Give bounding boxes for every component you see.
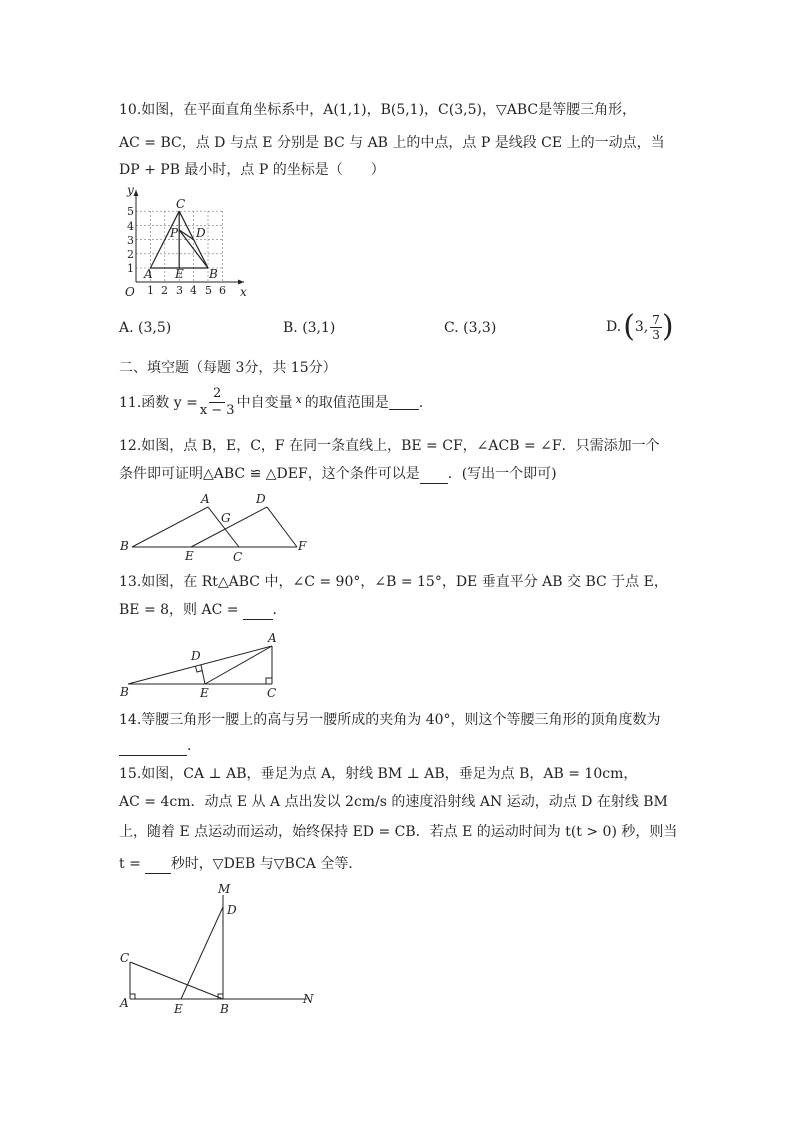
q10-x-tick-1: 1 (147, 284, 154, 297)
q15-line-4 (119, 854, 362, 874)
q12-label-c: C (233, 550, 243, 564)
section-2-heading: 二、填空题（每题 3分，共 15分） (119, 360, 337, 376)
q10-x-tick-2: 2 (161, 284, 168, 297)
q10-point-e: E (175, 267, 184, 281)
q13-line-2 (119, 600, 287, 620)
q13-figure (115, 626, 285, 701)
q15-label-b: B (220, 1002, 229, 1016)
q10-x-tick-3: 3 (176, 284, 183, 297)
q13-label-c: C (267, 686, 277, 700)
q11-denominator: x − 3 (199, 403, 235, 418)
q12-line-2 (119, 464, 557, 484)
q10-option-d-prefix: D. (606, 319, 622, 335)
q15-label-c: C (120, 951, 130, 965)
q12-line-2-a: 条件即可证明△ABC ≌ △DEF，这个条件可以是 (119, 466, 420, 482)
q11-end: . (418, 394, 424, 411)
q12-label-g: G (221, 511, 231, 525)
q14-answer-blank (119, 739, 187, 756)
q10-option-d-numerator: 7 (652, 312, 660, 327)
q13-line-2-b: ． (272, 602, 287, 618)
q13-line-2-a: BE = 8，则 AC = (119, 602, 239, 618)
q10-x-tick-5: 5 (205, 284, 212, 297)
q10-y-tick-2: 2 (127, 248, 134, 261)
q10-y-tick-3: 3 (127, 234, 134, 247)
q15-line-2: AC = 4cm．动点 E 从 A 点出发以 2cm/s 的速度沿射线 AN 运动，动点 D 在射线 BM (119, 794, 668, 810)
q12-label-a: A (201, 492, 210, 506)
q10-x-axis-label: x (240, 285, 247, 299)
q14-line-1: 14.等腰三角形一腰上的高与另一腰所成的夹角为 40°，则这个等腰三角形的顶角度数为 (119, 712, 661, 728)
q10-line-2: AC = BC，点 D 与点 E 分别是 BC 与 AB 上的中点，点 P 是线段 CE 上的一动点，当 (119, 135, 665, 151)
q15-label-a: A (120, 996, 129, 1010)
q10-y-tick-1: 1 (127, 262, 134, 275)
q11-prefix: 11.函数 y = (119, 394, 198, 411)
q11-suffix-a: 中自变量 (236, 394, 293, 411)
q12-answer-blank (420, 467, 448, 484)
q12-line-2-b: ．(写出一个即可) (447, 466, 557, 482)
q10-origin-label: O (125, 285, 135, 299)
q12-figure (115, 490, 315, 565)
q10-option-c: C. (3,3) (444, 320, 497, 336)
q11-answer-blank (389, 395, 419, 410)
q12-label-f: F (298, 539, 307, 553)
q10-option-d-whole: 3, (634, 319, 649, 335)
q15-label-m: M (218, 882, 231, 896)
q10-point-a: A (144, 267, 153, 281)
q12-label-b: B (120, 539, 129, 553)
q10-y-tick-5: 5 (127, 205, 134, 218)
q11-line (119, 386, 423, 419)
q10-x-tick-6: 6 (219, 284, 226, 297)
q10-option-b: B. (3,1) (283, 320, 336, 336)
q13-line-1: 13.如图，在 Rt△ABC 中，∠C = 90°，∠B = 15°，DE 垂直平分 AB 交 BC 于点 E， (119, 574, 668, 590)
q15-label-n: N (303, 992, 314, 1006)
q10-option-d-denominator: 3 (652, 327, 660, 342)
q10-point-c: C (176, 197, 186, 211)
q15-figure (115, 880, 325, 1020)
q13-label-a: A (268, 631, 277, 645)
q10-y-tick-4: 4 (127, 220, 134, 233)
q13-label-d: D (191, 649, 201, 663)
q10-point-d: D (196, 226, 206, 240)
q10-line-3: DP + PB 最小时，点 P 的坐标是（ ） (119, 162, 385, 178)
q10-x-tick-4: 4 (190, 284, 197, 297)
q11-numerator: 2 (209, 386, 225, 403)
q15-line-4-a: t = (119, 856, 141, 872)
q12-line-1: 12.如图，点 B，E，C，F 在同一条直线上，BE = CF，∠ACB = ∠F．只需添加一个 (119, 438, 660, 454)
q15-line-1: 15.如图，CA ⊥ AB，垂足为点 A，射线 BM ⊥ AB，垂足为点 B，AB = 10cm， (119, 766, 638, 782)
q13-label-b: B (120, 685, 129, 699)
q14-line-2 (119, 736, 191, 756)
q10-line-1: 10.如图，在平面直角坐标系中，A(1,1)，B(5,1)，C(3,5)，▽ABC是等腰三角形， (119, 102, 637, 118)
q10-coordinate-graph (110, 180, 255, 300)
q15-label-d: D (227, 903, 237, 917)
q15-line-3: 上，随着 E 点运动而运动，始终保持 ED = CB．若点 E 的运动时间为 t(t > 0) 秒，则当 (119, 824, 678, 840)
q12-label-e: E (185, 549, 194, 563)
q15-label-e: E (174, 1002, 183, 1016)
q12-label-d: D (256, 492, 266, 506)
q10-option-d: D. ( 3, $\frac{7}{3}$ ) (606, 309, 674, 344)
q10-y-axis-label: y (127, 183, 134, 197)
q11-suffix-b: 的取值范围是 (304, 394, 389, 411)
q10-point-p: P (170, 226, 179, 240)
q10-point-b: B (209, 267, 218, 281)
q10-option-a: A. (3,5) (119, 320, 172, 336)
q15-answer-blank (145, 857, 171, 874)
q11-variable: x (295, 392, 302, 406)
q13-label-e: E (200, 686, 209, 700)
q15-line-4-b: 秒时，▽DEB 与▽BCA 全等． (170, 856, 363, 872)
q14-line-2-end: . (187, 738, 192, 754)
q13-answer-blank (243, 603, 273, 620)
